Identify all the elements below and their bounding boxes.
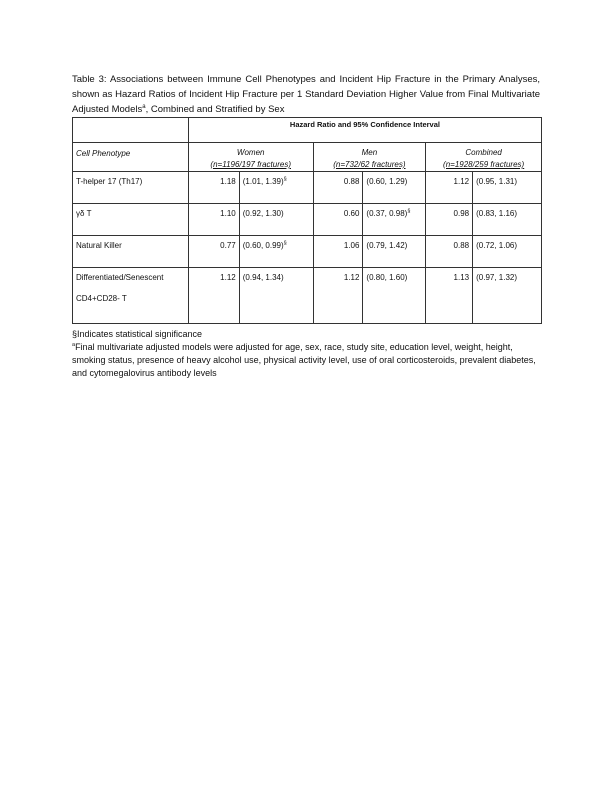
significance-marker: § [283, 176, 287, 183]
table-row [73, 236, 542, 268]
row-label: T-helper 17 (Th17) [73, 172, 189, 204]
combined-ci [473, 204, 542, 236]
men-ci-value: (0.80, 1.60) [366, 273, 408, 282]
combined-hr: 0.98 [426, 204, 473, 236]
table-footnotes [72, 328, 540, 380]
women-hr: 1.12 [188, 268, 239, 324]
men-ci-value: (0.79, 1.42) [366, 241, 408, 250]
row-label: γδ T [73, 204, 189, 236]
group-n-combined: (n=1928/259 fractures) [443, 160, 525, 169]
group-name-combined: Combined [465, 148, 502, 157]
caption-text: Table 3: Associations between Immune Cell Phenotypes and Incident Hip Fracture in the Primary Analyses, shown as Hazard Ratios of Incident Hip Fracture per 1 Standard Deviation Higher Value from Final Multivariate Adjusted Models [72, 74, 540, 115]
combined-ci-value: (0.83, 1.16) [476, 209, 518, 218]
table-header-row-groups [73, 143, 542, 172]
header-hazard-ratio: Hazard Ratio and 95% Confidence Interval [188, 118, 541, 143]
header-cell-phenotype: Cell Phenotype [73, 143, 189, 172]
header-empty-cell [73, 118, 189, 143]
header-group-combined [426, 143, 542, 172]
women-ci [239, 268, 313, 324]
footnote-model-text: Final multivariate adjusted models were adjusted for age, sex, race, study site, education level, weight, height, smoking status, presence of heavy alcohol use, physical activity level, use of oral corticosteroids, prevalent diabetes, and cytomegalovirus antibody levels [72, 342, 536, 378]
men-hr: 0.60 [313, 204, 363, 236]
table-caption [72, 72, 540, 117]
men-hr: 0.88 [313, 172, 363, 204]
combined-hr: 1.13 [426, 268, 473, 324]
table-row [73, 172, 542, 204]
women-ci [239, 204, 313, 236]
combined-hr: 1.12 [426, 172, 473, 204]
combined-ci [473, 268, 542, 324]
men-hr: 1.06 [313, 236, 363, 268]
significance-marker: § [283, 240, 287, 247]
combined-hr: 0.88 [426, 236, 473, 268]
footnote-significance: §Indicates statistical significance [72, 329, 203, 339]
table-row [73, 204, 542, 236]
men-ci-value: (0.37, 0.98) [366, 209, 408, 218]
caption-tail: , Combined and Stratified by Sex [145, 104, 285, 115]
row-label-line2: CD4+CD28- T [76, 294, 127, 303]
table-row [73, 268, 542, 324]
significance-marker: § [407, 208, 411, 215]
women-hr: 1.18 [188, 172, 239, 204]
group-n-men: (n=732/62 fractures) [333, 160, 406, 169]
combined-ci-value: (0.97, 1.32) [476, 273, 518, 282]
table-header-row-main [73, 118, 542, 143]
women-ci [239, 172, 313, 204]
men-hr: 1.12 [313, 268, 363, 324]
men-ci [363, 268, 426, 324]
men-ci-value: (0.60, 1.29) [366, 177, 408, 186]
row-label: Natural Killer [73, 236, 189, 268]
women-ci [239, 236, 313, 268]
women-ci-value: (0.94, 1.34) [242, 273, 284, 282]
caption-footnote-marker: a [142, 103, 146, 110]
combined-ci-value: (0.95, 1.31) [476, 177, 518, 186]
row-label [73, 268, 189, 324]
women-ci-value: (0.92, 1.30) [242, 209, 284, 218]
hazard-ratio-table [72, 117, 542, 324]
row-label-line1: Differentiated/Senescent [76, 273, 164, 282]
document-page [72, 72, 540, 380]
group-name-men: Men [361, 148, 378, 157]
header-group-men [313, 143, 426, 172]
men-ci [363, 236, 426, 268]
combined-ci [473, 172, 542, 204]
footnote-marker: a [72, 342, 76, 348]
header-group-women [188, 143, 313, 172]
group-name-women: Women [236, 148, 265, 157]
group-n-women: (n=1196/197 fractures) [210, 160, 291, 169]
women-ci-value: (0.60, 0.99) [242, 241, 284, 250]
footnote-model [72, 341, 540, 380]
women-ci-value: (1.01, 1.39) [242, 177, 284, 186]
men-ci [363, 204, 426, 236]
combined-ci-value: (0.72, 1.06) [476, 241, 518, 250]
women-hr: 1.10 [188, 204, 239, 236]
men-ci [363, 172, 426, 204]
women-hr: 0.77 [188, 236, 239, 268]
combined-ci [473, 236, 542, 268]
